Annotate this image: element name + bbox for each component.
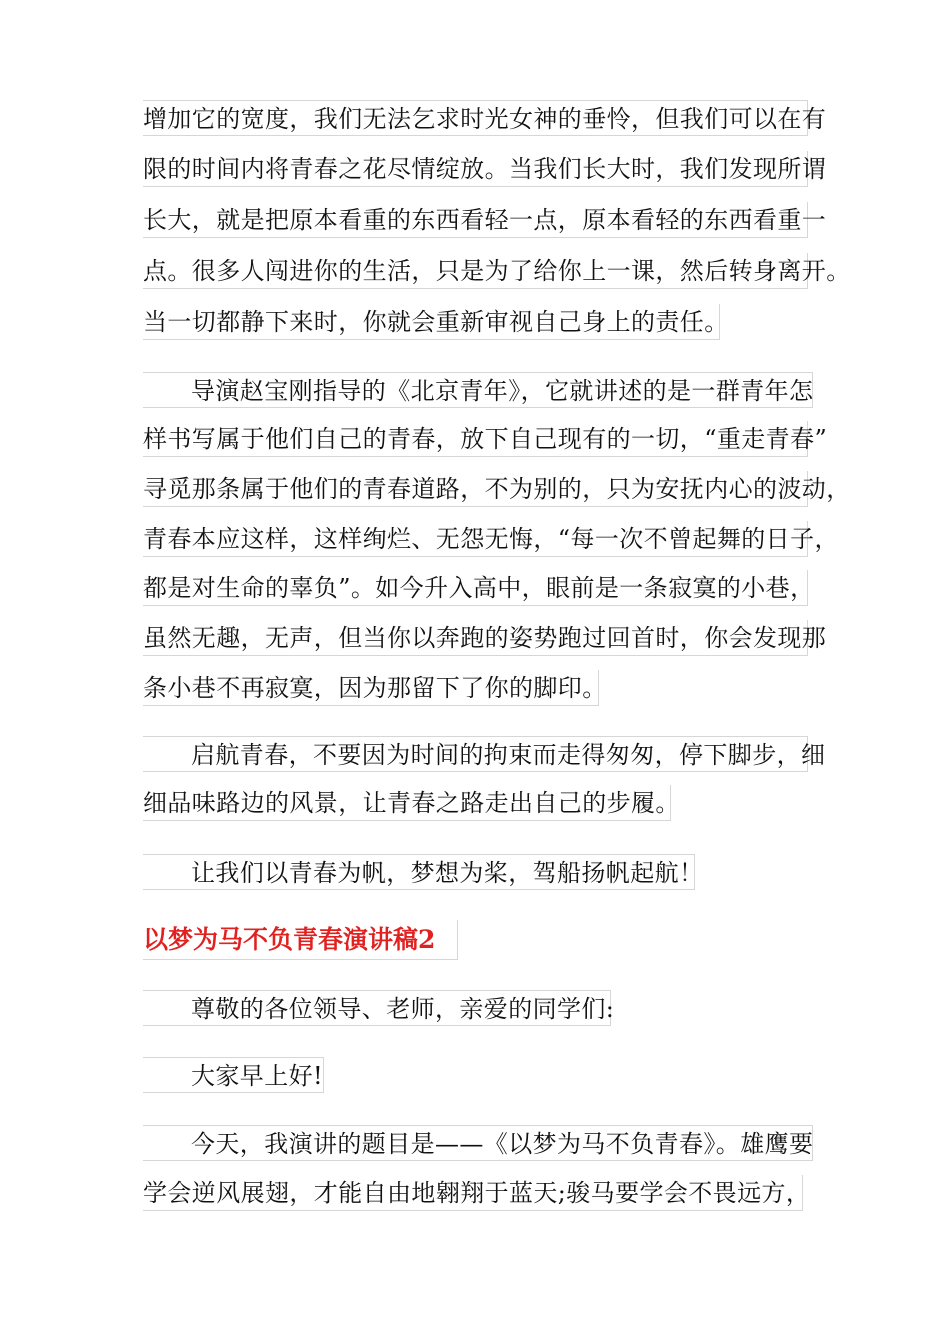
paragraph-2-line-4: 青春本应这样，这样绚烂、无怨无悔，“每一次不曾起舞的日子， xyxy=(143,521,808,557)
paragraph-1-line-1: 增加它的宽度，我们无法乞求时光女神的垂怜，但我们可以在有 xyxy=(143,100,808,136)
paragraph-1-line-2: 限的时间内将青春之花尽情绽放。当我们长大时，我们发现所谓 xyxy=(143,151,808,187)
paragraph-2-line-2: 样书写属于他们自己的青春，放下自己现有的一切，“重走青春” xyxy=(143,421,808,457)
paragraph-3-line-1: 启航青春，不要因为时间的拘束而走得匆匆，停下脚步，细 xyxy=(143,736,808,772)
paragraph-6-line-1: 大家早上好! xyxy=(143,1057,324,1093)
paragraph-7-line-2: 学会逆风展翅，才能自由地翱翔于蓝天;骏马要学会不畏远方， xyxy=(143,1175,803,1211)
section-heading: 以梦为马不负青春演讲稿2 xyxy=(143,920,458,960)
paragraph-4-line-1: 让我们以青春为帆，梦想为桨，驾船扬帆起航！ xyxy=(143,854,695,890)
paragraph-7-line-1: 今天，我演讲的题目是——《以梦为马不负青春》。雄鹰要 xyxy=(143,1125,813,1161)
paragraph-3-line-2: 细品味路边的风景，让青春之路走出自己的步履。 xyxy=(143,785,671,821)
paragraph-2-line-3: 寻觅那条属于他们的青春道路，不为别的，只为安抚内心的波动， xyxy=(143,471,808,507)
paragraph-5-line-1: 尊敬的各位领导、老师，亲爱的同学们: xyxy=(143,990,611,1026)
paragraph-2-line-6: 虽然无趣，无声，但当你以奔跑的姿势跑过回首时，你会发现那 xyxy=(143,620,808,656)
paragraph-1-line-5: 当一切都静下来时，你就会重新审视自己身上的责任。 xyxy=(143,304,720,340)
paragraph-1-line-3: 长大，就是把原本看重的东西看轻一点，原本看轻的东西看重一 xyxy=(143,202,808,238)
paragraph-2-line-5: 都是对生命的辜负”。如今升入高中，眼前是一条寂寞的小巷， xyxy=(143,570,808,606)
paragraph-2-line-7: 条小巷不再寂寞，因为那留下了你的脚印。 xyxy=(143,670,599,706)
paragraph-1-line-4: 点。很多人闯进你的生活，只是为了给你上一课，然后转身离开。 xyxy=(143,253,808,289)
paragraph-2-line-1: 导演赵宝刚指导的《北京青年》，它就讲述的是一群青年怎 xyxy=(143,372,813,408)
